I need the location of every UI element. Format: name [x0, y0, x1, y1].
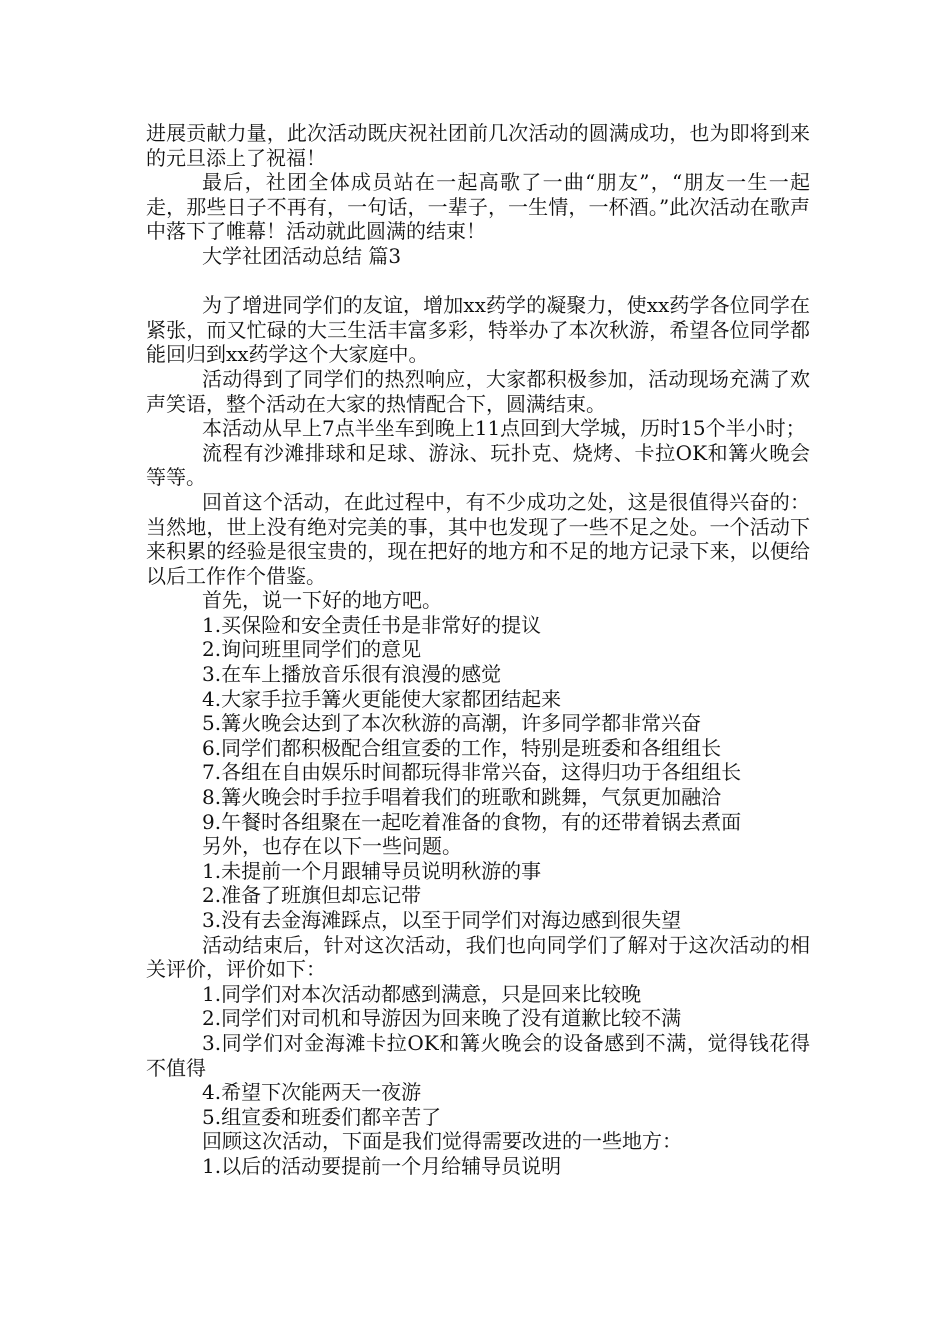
paragraph-intro-continuation: 进展贡献力量，此次活动既庆祝社团前几次活动的圆满成功，也为即将到来的元旦添上了祝福！	[146, 121, 810, 170]
list-item: 2.准备了班旗但却忘记带	[202, 883, 422, 908]
section-heading: 大学社团活动总结 篇3	[202, 243, 402, 268]
paragraph-improve-intro: 回顾这次活动，下面是我们觉得需要改进的一些地方：	[202, 1129, 682, 1154]
list-item: 3.没有去金海滩踩点，以至于同学们对海边感到很失望	[202, 908, 682, 932]
list-item: 2.同学们对司机和导游因为回来晚了没有道歉比较不满	[202, 1006, 682, 1031]
list-item: 9.午餐时各组聚在一起吃着准备的食物，有的还带着锅去煮面	[202, 809, 742, 834]
list-item: 1.以后的活动要提前一个月给辅导员说明	[202, 1153, 562, 1178]
list-item: 5.组宣委和班委们都辛苦了	[202, 1104, 442, 1129]
list-item: 4.大家手拉手篝火更能使大家都团结起来	[202, 686, 562, 711]
paragraph-purpose: 为了增进同学们的友谊，增加xx药学的凝聚力，使xx药学各位同学在紧张，而又忙碌的大三生活丰富多彩，特举办了本次秋游，希望各位同学都能回归到xx药学这个大家庭中。	[146, 293, 810, 367]
list-item: 3.同学们对金海滩卡拉OK和篝火晚会的设备感到不满，觉得钱花得不值得	[146, 1030, 810, 1080]
paragraph-feedback-intro: 活动结束后，针对这次活动，我们也向同学们了解对于这次活动的相关评价，评价如下：	[146, 932, 810, 982]
list-item: 1.未提前一个月跟辅导员说明秋游的事	[202, 858, 542, 883]
list-item: 5.篝火晚会达到了本次秋游的高潮，许多同学都非常兴奋	[202, 711, 702, 736]
list-item: 2.询问班里同学们的意见	[202, 637, 422, 662]
list-item: 1.同学们对本次活动都感到满意，只是回来比较晚	[202, 981, 642, 1006]
list-item: 7.各组在自由娱乐时间都玩得非常兴奋，这得归功于各组组长	[202, 760, 742, 785]
paragraph-process: 流程有沙滩排球和足球、游泳、玩扑克、烧烤、卡拉OK和篝火晚会等等。	[146, 440, 810, 490]
document-body	[146, 121, 810, 1179]
list-item: 1.买保险和安全责任书是非常好的提议	[202, 612, 542, 637]
list-item: 4.希望下次能两天一夜游	[202, 1080, 422, 1105]
paragraph-finally: 最后，社团全体成员站在一起高歌了一曲“朋友”，“朋友一生一起走，那些日子不再有，一句话，一辈子，一生情，一杯酒。”此次活动在歌声中落下了帷幕！活动就此圆满的结束！	[146, 170, 810, 244]
blank-line	[146, 269, 810, 294]
paragraph-good-intro: 首先，说一下好的地方吧。	[202, 588, 442, 613]
list-item: 8.篝火晚会时手拉手唱着我们的班歌和跳舞，气氛更加融洽	[202, 785, 722, 810]
paragraph-response: 活动得到了同学们的热烈响应，大家都积极参加，活动现场充满了欢声笑语，整个活动在大家的热情配合下，圆满结束。	[146, 366, 810, 416]
list-item: 6.同学们都积极配合组宣委的工作，特别是班委和各组组长	[202, 735, 722, 760]
paragraph-problems-intro: 另外，也存在以下一些问题。	[202, 834, 462, 859]
paragraph-review: 回首这个活动，在此过程中，有不少成功之处，这是很值得兴奋的：当然地，世上没有绝对完美的事，其中也发现了一些不足之处。一个活动下来积累的经验是很宝贵的，现在把好的地方和不足的地方记录下来，以便给以后工作作个借鉴。	[146, 489, 810, 588]
list-item: 3.在车上播放音乐很有浪漫的感觉	[202, 662, 502, 687]
paragraph-schedule: 本活动从早上7点半坐车到晚上11点回到大学城，历时15个半小时；	[202, 416, 806, 441]
